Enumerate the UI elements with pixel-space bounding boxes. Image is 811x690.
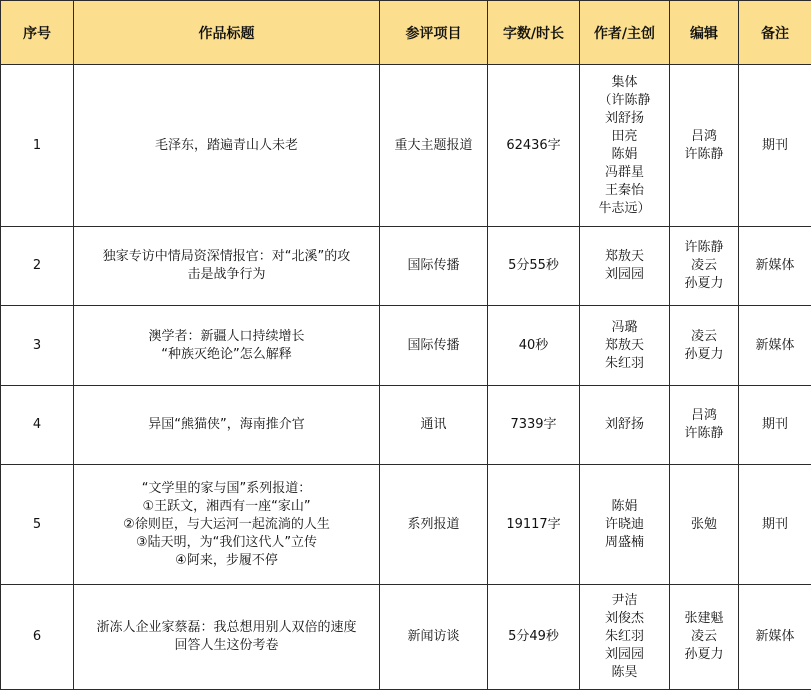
editor-name: 吕鸿 — [672, 128, 736, 146]
author-name: 朱红羽 — [582, 628, 667, 646]
cell-note: 新媒体 — [739, 227, 811, 306]
title-line: 浙冻人企业家蔡磊：我总想用别人双倍的速度 — [76, 619, 377, 637]
editor-name: 孙夏力 — [672, 275, 736, 293]
author-name: 刘舒扬 — [582, 416, 667, 434]
header-authors: 作者/主创 — [580, 1, 670, 65]
cell-note: 期刊 — [739, 65, 811, 227]
cell-category: 系列报道 — [380, 465, 488, 585]
table-row — [1, 465, 811, 585]
editor-name: 许陈静 — [672, 239, 736, 257]
cell-editors — [670, 306, 739, 386]
header-no: 序号 — [1, 1, 74, 65]
editor-name: 许陈静 — [672, 146, 736, 164]
cell-note: 新媒体 — [739, 306, 811, 386]
editor-name: 吕鸿 — [672, 407, 736, 425]
editor-name: 张勉 — [672, 516, 736, 534]
table-row — [1, 306, 811, 386]
author-name: 冯群星 — [582, 164, 667, 182]
author-name: 陈娟 — [582, 498, 667, 516]
cell-category: 国际传播 — [380, 306, 488, 386]
author-name: 牛志远） — [582, 200, 667, 218]
cell-authors — [580, 227, 670, 306]
cell-no: 1 — [1, 65, 74, 227]
cell-authors — [580, 386, 670, 465]
editor-name: 凌云 — [672, 257, 736, 275]
cell-editors — [670, 227, 739, 306]
editor-name: 孙夏力 — [672, 646, 736, 664]
cell-no: 6 — [1, 585, 74, 690]
cell-length: 7339字 — [488, 386, 580, 465]
author-name: 尹洁 — [582, 592, 667, 610]
editor-name: 许陈静 — [672, 425, 736, 443]
author-name: （许陈静 — [582, 92, 667, 110]
author-name: 刘舒扬 — [582, 110, 667, 128]
title-line: 回答人生这份考卷 — [76, 637, 377, 655]
author-name: 田亮 — [582, 128, 667, 146]
author-name: 刘俊杰 — [582, 610, 667, 628]
cell-no: 2 — [1, 227, 74, 306]
cell-title — [74, 65, 380, 227]
cell-category: 国际传播 — [380, 227, 488, 306]
table-row — [1, 227, 811, 306]
title-line: ②徐则臣，与大运河一起流淌的人生 — [76, 516, 377, 534]
cell-note: 新媒体 — [739, 585, 811, 690]
author-name: 陈昊 — [582, 664, 667, 682]
cell-authors — [580, 585, 670, 690]
header-note: 备注 — [739, 1, 811, 65]
title-line: 独家专访中情局资深情报官：对“北溪”的攻 — [76, 248, 377, 266]
cell-length: 5分49秒 — [488, 585, 580, 690]
cell-length: 62436字 — [488, 65, 580, 227]
author-name: 陈娟 — [582, 146, 667, 164]
title-line: ③陆天明，为“我们这代人”立传 — [76, 534, 377, 552]
table-row — [1, 65, 811, 227]
title-line: 澳学者：新疆人口持续增长 — [76, 328, 377, 346]
author-name: 集体 — [582, 74, 667, 92]
author-name: 郑敖天 — [582, 248, 667, 266]
cell-title — [74, 227, 380, 306]
header-title: 作品标题 — [74, 1, 380, 65]
cell-length: 5分55秒 — [488, 227, 580, 306]
cell-authors — [580, 465, 670, 585]
cell-editors — [670, 386, 739, 465]
author-name: 刘园园 — [582, 266, 667, 284]
title-line: “种族灭绝论”怎么解释 — [76, 346, 377, 364]
author-name: 周盛楠 — [582, 534, 667, 552]
author-name: 许晓迪 — [582, 516, 667, 534]
author-name: 冯璐 — [582, 319, 667, 337]
cell-no: 4 — [1, 386, 74, 465]
cell-editors — [670, 465, 739, 585]
cell-note: 期刊 — [739, 465, 811, 585]
table-row — [1, 585, 811, 690]
cell-title — [74, 585, 380, 690]
editor-name: 孙夏力 — [672, 346, 736, 364]
title-line: ④阿来，步履不停 — [76, 552, 377, 570]
cell-category: 重大主题报道 — [380, 65, 488, 227]
editor-name: 凌云 — [672, 328, 736, 346]
title-line: ①王跃文，湘西有一座“家山” — [76, 498, 377, 516]
cell-title — [74, 386, 380, 465]
cell-authors — [580, 65, 670, 227]
cell-no: 3 — [1, 306, 74, 386]
header-row — [1, 1, 811, 65]
header-category: 参评项目 — [380, 1, 488, 65]
title-line: “文学里的家与国”系列报道： — [76, 480, 377, 498]
header-editors: 编辑 — [670, 1, 739, 65]
cell-no: 5 — [1, 465, 74, 585]
editor-name: 凌云 — [672, 628, 736, 646]
cell-length: 19117字 — [488, 465, 580, 585]
editor-name: 张建魁 — [672, 610, 736, 628]
cell-note: 期刊 — [739, 386, 811, 465]
title-line: 毛泽东，踏遍青山人未老 — [76, 137, 377, 155]
title-line: 异国“熊猫侠”，海南推介官 — [76, 416, 377, 434]
table-row — [1, 386, 811, 465]
cell-length: 40秒 — [488, 306, 580, 386]
author-name: 刘园园 — [582, 646, 667, 664]
cell-title — [74, 306, 380, 386]
author-name: 郑敖天 — [582, 337, 667, 355]
author-name: 朱红羽 — [582, 355, 667, 373]
cell-category: 新闻访谈 — [380, 585, 488, 690]
title-line: 击是战争行为 — [76, 266, 377, 284]
cell-title — [74, 465, 380, 585]
header-length: 字数/时长 — [488, 1, 580, 65]
cell-authors — [580, 306, 670, 386]
cell-category: 通讯 — [380, 386, 488, 465]
cell-editors — [670, 585, 739, 690]
cell-editors — [670, 65, 739, 227]
author-name: 王秦怡 — [582, 182, 667, 200]
